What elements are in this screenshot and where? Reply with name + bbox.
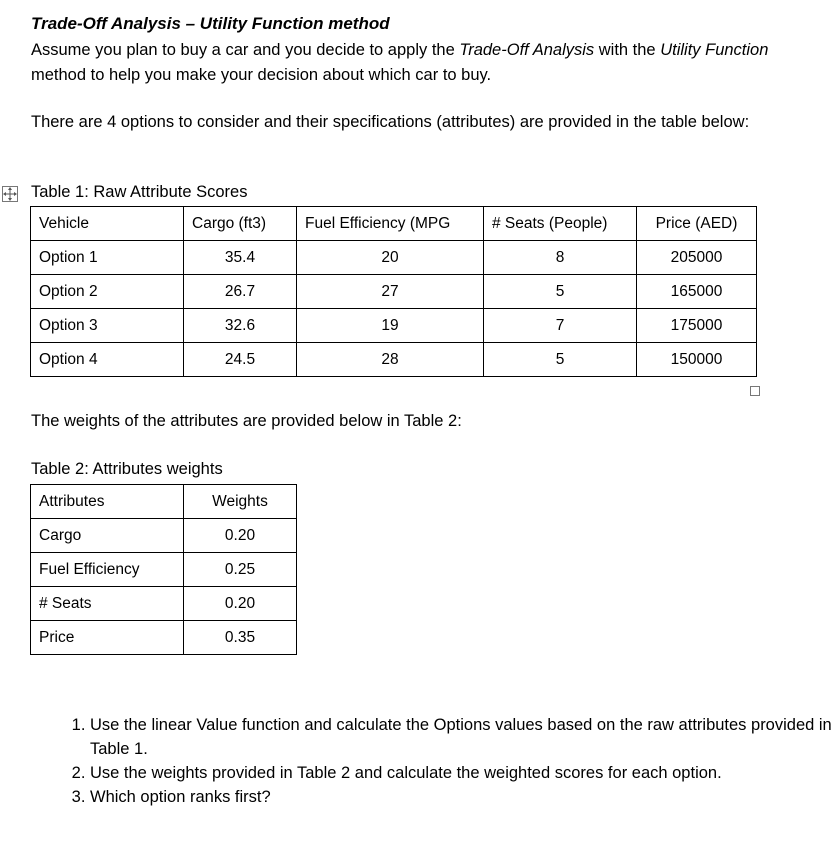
header-cell: Cargo (ft3): [184, 207, 297, 241]
table-cell: 0.20: [184, 587, 297, 621]
table-cell: Option 1: [31, 241, 184, 275]
options-paragraph: There are 4 options to consider and their specifications (attributes) are provided in the table below:: [31, 113, 750, 131]
table-cell: Price: [31, 621, 184, 655]
weights-table: [30, 484, 297, 655]
table-cell: Option 2: [31, 275, 184, 309]
intro-italic-1: Trade-Off Analysis: [459, 41, 595, 59]
header-cell: Price (AED): [637, 207, 757, 241]
raw-attribute-table: [30, 206, 757, 377]
table-cell: 0.20: [184, 519, 297, 553]
table-header-row: [31, 207, 757, 241]
table-cell: # Seats: [31, 587, 184, 621]
table-cell: 8: [484, 241, 637, 275]
header-cell: # Seats (People): [484, 207, 637, 241]
table-resize-handle[interactable]: [750, 386, 760, 396]
table-move-handle[interactable]: [2, 186, 18, 202]
table-cell: 150000: [637, 343, 757, 377]
table-cell: 5: [484, 275, 637, 309]
table-row: [31, 241, 757, 275]
header-cell: Fuel Efficiency (MPG: [297, 207, 484, 241]
questions-list: [50, 713, 836, 809]
list-item: 2. Use the weights provided in Table 2 and calculate the weighted scores for each option.: [90, 761, 836, 785]
intro-text-1: Assume you plan to buy a car and you decide to apply the: [31, 41, 460, 59]
intro-text-2: with the: [594, 41, 661, 59]
table-cell: Option 3: [31, 309, 184, 343]
table-row: [31, 343, 757, 377]
header-cell: Vehicle: [31, 207, 184, 241]
table-row: [31, 587, 297, 621]
intro-text-3: method to help you make your decision about which car to buy.: [31, 66, 492, 84]
table-cell: 0.25: [184, 553, 297, 587]
table-cell: 5: [484, 343, 637, 377]
table-header-row: [31, 485, 297, 519]
table-row: [31, 309, 757, 343]
intro-paragraph: [31, 38, 791, 88]
table-cell: 19: [297, 309, 484, 343]
table-cell: Fuel Efficiency: [31, 553, 184, 587]
table-cell: 205000: [637, 241, 757, 275]
table2-caption: Table 2: Attributes weights: [31, 460, 223, 478]
table-cell: 27: [297, 275, 484, 309]
table-cell: 20: [297, 241, 484, 275]
table-cell: 26.7: [184, 275, 297, 309]
header-cell: Attributes: [31, 485, 184, 519]
move-icon: [3, 187, 17, 201]
table-row: [31, 519, 297, 553]
table-cell: 7: [484, 309, 637, 343]
header-cell: Weights: [184, 485, 297, 519]
weights-paragraph: The weights of the attributes are provided below in Table 2:: [31, 412, 462, 430]
table-cell: Option 4: [31, 343, 184, 377]
table-row: [31, 621, 297, 655]
table-cell: 28: [297, 343, 484, 377]
table-row: [31, 275, 757, 309]
list-item: 3. Which option ranks first?: [90, 785, 836, 809]
table-cell: 165000: [637, 275, 757, 309]
table-cell: 35.4: [184, 241, 297, 275]
table1-caption: Table 1: Raw Attribute Scores: [31, 183, 248, 201]
table-row: [31, 553, 297, 587]
table-cell: 24.5: [184, 343, 297, 377]
list-item: 1. Use the linear Value function and calculate the Options values based on the raw attributes provided in Table 1.: [90, 713, 836, 761]
table-cell: Cargo: [31, 519, 184, 553]
table-cell: 175000: [637, 309, 757, 343]
intro-italic-2: Utility Function: [660, 41, 769, 59]
table-cell: 32.6: [184, 309, 297, 343]
document-title: Trade-Off Analysis – Utility Function method: [31, 14, 390, 33]
table-cell: 0.35: [184, 621, 297, 655]
